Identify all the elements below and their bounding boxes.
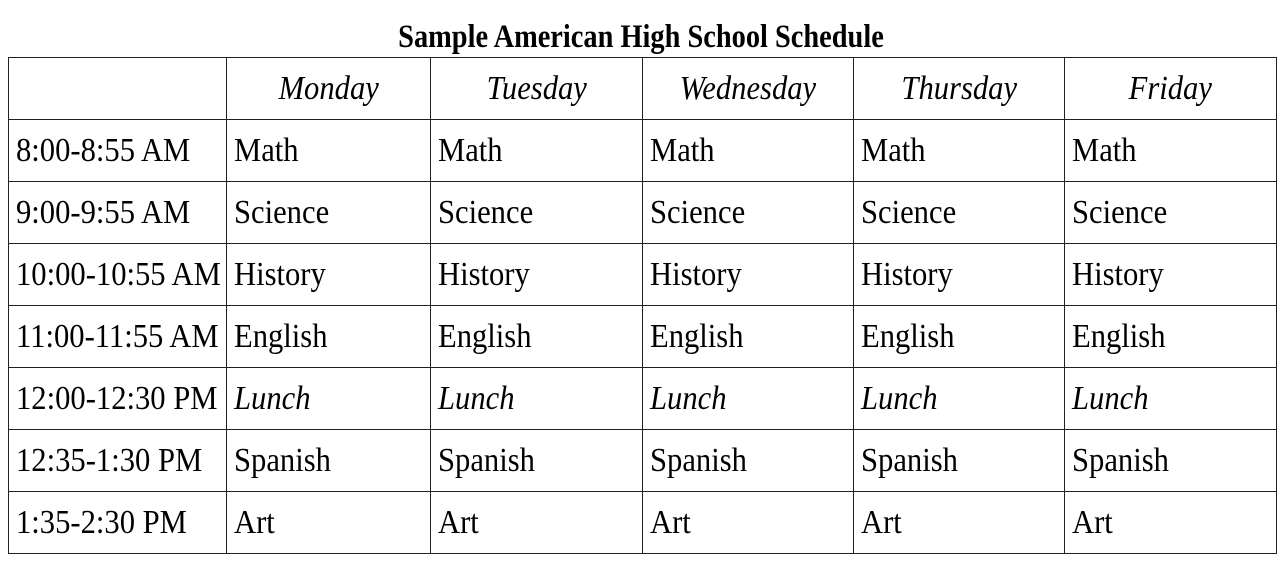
- class-cell: Math: [227, 120, 431, 182]
- corner-cell: [9, 58, 227, 120]
- time-cell: 11:00-11:55 AM: [9, 306, 227, 368]
- class-cell: Science: [854, 182, 1065, 244]
- class-cell: Spanish: [227, 430, 431, 492]
- class-cell: Science: [1065, 182, 1277, 244]
- table-row: [9, 244, 1277, 306]
- class-cell: English: [227, 306, 431, 368]
- time-cell: 12:35-1:30 PM: [9, 430, 227, 492]
- day-header-thursday: Thursday: [854, 58, 1065, 120]
- day-header-tuesday: Tuesday: [431, 58, 643, 120]
- class-cell: Math: [1065, 120, 1277, 182]
- class-cell: Math: [854, 120, 1065, 182]
- class-cell: Spanish: [854, 430, 1065, 492]
- lunch-cell: Lunch: [227, 368, 431, 430]
- time-cell: 10:00-10:55 AM: [9, 244, 227, 306]
- class-cell: Art: [227, 492, 431, 554]
- class-cell: Spanish: [1065, 430, 1277, 492]
- schedule-title: Sample American High School Schedule: [398, 19, 884, 55]
- class-cell: History: [431, 244, 643, 306]
- header-row: [9, 58, 1277, 120]
- table-row: [9, 306, 1277, 368]
- class-cell: English: [643, 306, 854, 368]
- table-row: [9, 182, 1277, 244]
- class-cell: Art: [643, 492, 854, 554]
- schedule-table: [8, 57, 1277, 554]
- lunch-cell: Lunch: [431, 368, 643, 430]
- day-header-wednesday: Wednesday: [643, 58, 854, 120]
- class-cell: Science: [643, 182, 854, 244]
- class-cell: History: [227, 244, 431, 306]
- table-row: [9, 492, 1277, 554]
- time-cell: 12:00-12:30 PM: [9, 368, 227, 430]
- day-header-monday: Monday: [227, 58, 431, 120]
- class-cell: Art: [1065, 492, 1277, 554]
- class-cell: Art: [431, 492, 643, 554]
- class-cell: Spanish: [431, 430, 643, 492]
- table-row: [9, 430, 1277, 492]
- day-header-friday: Friday: [1065, 58, 1277, 120]
- class-cell: English: [1065, 306, 1277, 368]
- lunch-cell: Lunch: [643, 368, 854, 430]
- time-cell: 9:00-9:55 AM: [9, 182, 227, 244]
- class-cell: Math: [643, 120, 854, 182]
- time-cell: 1:35-2:30 PM: [9, 492, 227, 554]
- lunch-cell: Lunch: [1065, 368, 1277, 430]
- class-cell: History: [1065, 244, 1277, 306]
- class-cell: Science: [227, 182, 431, 244]
- class-cell: Spanish: [643, 430, 854, 492]
- time-cell: 8:00-8:55 AM: [9, 120, 227, 182]
- class-cell: Art: [854, 492, 1065, 554]
- class-cell: English: [854, 306, 1065, 368]
- table-row: [9, 120, 1277, 182]
- class-cell: Science: [431, 182, 643, 244]
- class-cell: English: [431, 306, 643, 368]
- class-cell: History: [643, 244, 854, 306]
- table-row: [9, 368, 1277, 430]
- class-cell: Math: [431, 120, 643, 182]
- lunch-cell: Lunch: [854, 368, 1065, 430]
- class-cell: History: [854, 244, 1065, 306]
